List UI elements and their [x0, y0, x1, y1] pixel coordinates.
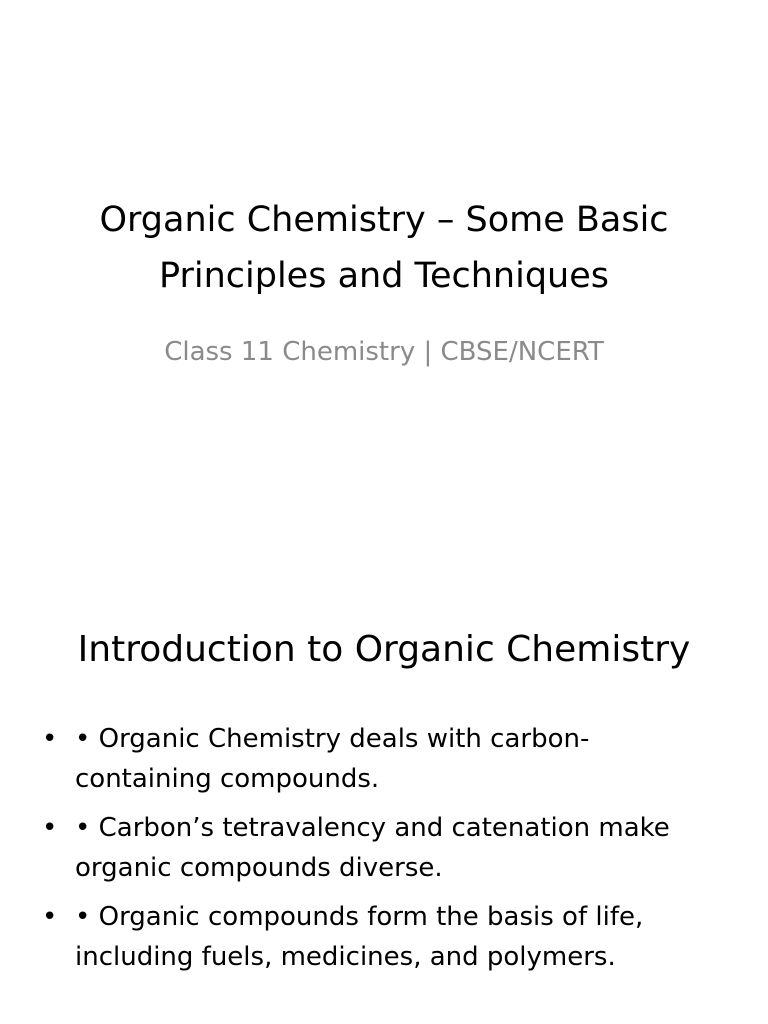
bullet-dot-icon: •	[42, 902, 58, 932]
slide-subtitle: Class 11 Chemistry | CBSE/NCERT	[164, 337, 604, 367]
bullet-item	[40, 897, 720, 977]
bullet-text-line: • Carbon’s tetravalency and catenation make	[75, 813, 670, 843]
slide-heading: Introduction to Organic Chemistry	[77, 629, 691, 670]
bullet-text-line: • Organic Chemistry deals with carbon-	[75, 724, 590, 754]
bullet-item	[40, 808, 720, 888]
bullet-text-line: organic compounds diverse.	[75, 853, 443, 883]
bullet-item	[40, 719, 720, 799]
bullet-text-line: including fuels, medicines, and polymers.	[75, 942, 616, 972]
slide-title-line: Organic Chemistry – Some Basic	[99, 200, 669, 240]
bullet-dot-icon: •	[42, 724, 58, 754]
content-slide	[0, 512, 768, 1024]
bullet-list	[40, 719, 720, 986]
bullet-dot-icon: •	[42, 813, 58, 843]
bullet-text-line: containing compounds.	[75, 764, 380, 794]
slide-title-line: Principles and Techniques	[158, 256, 610, 296]
bullet-text-line: • Organic compounds form the basis of life,	[75, 902, 644, 932]
slide-title	[40, 192, 728, 304]
